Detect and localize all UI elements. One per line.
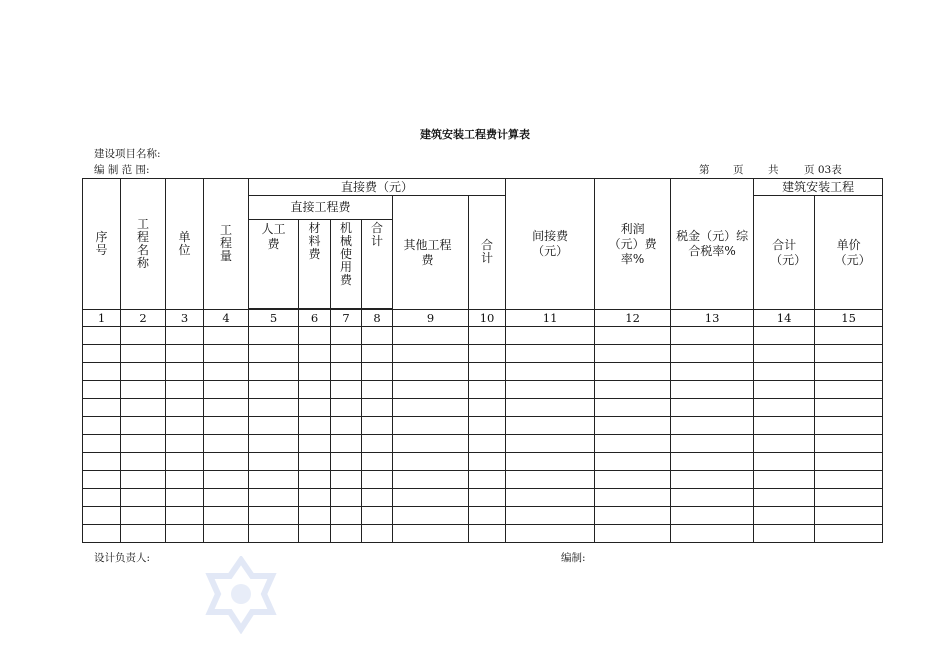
table-cell	[121, 327, 166, 345]
compiler-label: 编制:	[561, 552, 586, 564]
table-cell	[121, 417, 166, 435]
table-cell	[83, 453, 121, 471]
table-cell	[166, 345, 204, 363]
table-cell	[83, 471, 121, 489]
table-cell	[506, 489, 595, 507]
page-gong-label: 共	[768, 164, 779, 176]
column-number-cell: 6	[299, 310, 331, 327]
table-cell	[249, 345, 299, 363]
table-cell	[83, 435, 121, 453]
table-cell	[166, 489, 204, 507]
table-cell	[506, 345, 595, 363]
table-cell	[754, 363, 815, 381]
table-cell	[393, 381, 469, 399]
table-cell	[469, 489, 506, 507]
table-cell	[83, 327, 121, 345]
table-cell	[331, 345, 362, 363]
header-subtotal1: 合计	[362, 220, 393, 309]
table-cell	[469, 507, 506, 525]
table-cell	[204, 525, 249, 543]
table-cell	[166, 507, 204, 525]
table-cell	[754, 525, 815, 543]
table-cell	[362, 453, 393, 471]
table-cell	[331, 453, 362, 471]
table-row	[83, 507, 883, 525]
table-cell	[83, 381, 121, 399]
header-profit: 利润（元）费率%	[595, 179, 671, 310]
table-row	[83, 399, 883, 417]
table-cell	[469, 327, 506, 345]
table-cell	[204, 381, 249, 399]
table-row	[83, 345, 883, 363]
column-number-cell: 4	[204, 310, 249, 327]
header-other: 其他工程费	[393, 196, 469, 310]
table-cell	[362, 489, 393, 507]
table-cell	[671, 471, 754, 489]
table-cell	[393, 489, 469, 507]
table-cell	[393, 417, 469, 435]
table-cell	[249, 471, 299, 489]
table-cell	[331, 489, 362, 507]
table-cell	[506, 453, 595, 471]
page-total-label: 页 03表	[804, 164, 842, 176]
table-cell	[754, 489, 815, 507]
table-row	[83, 327, 883, 345]
header-material: 材料费	[299, 220, 331, 309]
table-cell	[469, 381, 506, 399]
column-number-cell: 10	[469, 310, 506, 327]
table-cell	[815, 345, 883, 363]
table-cell	[331, 399, 362, 417]
table-cell	[249, 327, 299, 345]
header-direct-eng-fee: 直接工程费	[249, 196, 393, 220]
table-cell	[506, 471, 595, 489]
table-row	[83, 435, 883, 453]
table-cell	[166, 525, 204, 543]
table-cell	[249, 381, 299, 399]
column-number-cell: 14	[754, 310, 815, 327]
table-cell	[393, 453, 469, 471]
table-cell	[393, 507, 469, 525]
column-number-cell: 7	[331, 310, 362, 327]
table-cell	[671, 381, 754, 399]
table-cell	[815, 489, 883, 507]
table-cell	[299, 435, 331, 453]
table-cell	[121, 489, 166, 507]
header-subtotal2: 合计	[469, 196, 506, 310]
table-cell	[299, 489, 331, 507]
table-row	[83, 453, 883, 471]
table-cell	[204, 363, 249, 381]
table-cell	[299, 327, 331, 345]
table-cell	[249, 399, 299, 417]
table-cell	[299, 399, 331, 417]
table-row	[83, 489, 883, 507]
table-cell	[671, 435, 754, 453]
scope-label: 编 制 范 围:	[94, 164, 150, 176]
table-cell	[506, 363, 595, 381]
header-total: 合计（元）	[754, 196, 815, 310]
column-number-row	[83, 310, 883, 327]
table-cell	[166, 399, 204, 417]
table-cell	[249, 363, 299, 381]
table-cell	[362, 525, 393, 543]
table-cell	[393, 399, 469, 417]
table-cell	[393, 363, 469, 381]
table-cell	[671, 363, 754, 381]
table-cell	[166, 327, 204, 345]
table-cell	[121, 381, 166, 399]
table-cell	[83, 525, 121, 543]
table-cell	[393, 327, 469, 345]
table-cell	[204, 327, 249, 345]
table-cell	[121, 453, 166, 471]
table-cell	[121, 507, 166, 525]
header-unit: 单位	[166, 179, 204, 310]
table-cell	[595, 507, 671, 525]
table-cell	[393, 525, 469, 543]
table-cell	[299, 525, 331, 543]
table-cell	[166, 471, 204, 489]
table-cell	[331, 471, 362, 489]
table-cell	[393, 471, 469, 489]
table-cell	[671, 399, 754, 417]
table-cell	[166, 363, 204, 381]
page-ye-label: 页	[733, 164, 744, 176]
table-cell	[83, 363, 121, 381]
table-cell	[362, 417, 393, 435]
watermark-logo-icon	[200, 556, 282, 634]
table-cell	[121, 525, 166, 543]
table-cell	[204, 417, 249, 435]
table-cell	[469, 453, 506, 471]
table-cell	[331, 327, 362, 345]
column-number-cell: 3	[166, 310, 204, 327]
table-cell	[299, 381, 331, 399]
table-row	[83, 381, 883, 399]
table-cell	[331, 381, 362, 399]
table-cell	[815, 399, 883, 417]
header-seq: 序号	[83, 179, 121, 310]
table-cell	[121, 363, 166, 381]
designer-label: 设计负责人:	[94, 552, 151, 564]
table-cell	[671, 345, 754, 363]
table-cell	[204, 507, 249, 525]
table-row	[83, 363, 883, 381]
table-cell	[506, 327, 595, 345]
table-cell	[362, 435, 393, 453]
table-cell	[331, 417, 362, 435]
table-cell	[754, 435, 815, 453]
table-cell	[595, 471, 671, 489]
table-cell	[121, 345, 166, 363]
table-cell	[815, 417, 883, 435]
table-cell	[362, 381, 393, 399]
table-cell	[506, 507, 595, 525]
table-cell	[331, 435, 362, 453]
table-cell	[506, 417, 595, 435]
table-cell	[83, 507, 121, 525]
table-cell	[595, 345, 671, 363]
table-cell	[299, 363, 331, 381]
table-cell	[331, 525, 362, 543]
page-di-label: 第	[699, 164, 710, 176]
table-row	[83, 471, 883, 489]
table-cell	[393, 345, 469, 363]
header-name: 工程名称	[121, 179, 166, 310]
table-cell	[249, 489, 299, 507]
table-cell	[815, 363, 883, 381]
table-cell	[121, 399, 166, 417]
table-cell	[83, 399, 121, 417]
table-cell	[815, 327, 883, 345]
table-cell	[393, 435, 469, 453]
table-cell	[249, 453, 299, 471]
table-cell	[815, 525, 883, 543]
table-cell	[815, 471, 883, 489]
table-cell	[815, 453, 883, 471]
header-build-install: 建筑安装工程	[754, 179, 883, 196]
table-cell	[299, 471, 331, 489]
table-cell	[121, 435, 166, 453]
header-tax: 税金（元）综合税率%	[671, 179, 754, 310]
table-cell	[595, 435, 671, 453]
table-cell	[595, 453, 671, 471]
header-labor: 人工费	[249, 220, 299, 309]
table-cell	[299, 417, 331, 435]
table-cell	[204, 453, 249, 471]
table-cell	[671, 327, 754, 345]
table-cell	[249, 525, 299, 543]
column-number-cell: 12	[595, 310, 671, 327]
table-cell	[754, 417, 815, 435]
table-cell	[815, 507, 883, 525]
column-number-cell: 9	[393, 310, 469, 327]
table-cell	[671, 453, 754, 471]
table-row	[83, 417, 883, 435]
table-cell	[815, 435, 883, 453]
column-number-cell: 1	[83, 310, 121, 327]
table-cell	[362, 507, 393, 525]
column-number-cell: 2	[121, 310, 166, 327]
table-cell	[299, 507, 331, 525]
header-indirect: 间接费（元）	[506, 179, 595, 310]
table-cell	[595, 525, 671, 543]
table-cell	[362, 327, 393, 345]
table-cell	[754, 345, 815, 363]
table-cell	[469, 345, 506, 363]
table-cell	[754, 399, 815, 417]
table-cell	[595, 327, 671, 345]
table-cell	[204, 471, 249, 489]
table-cell	[469, 471, 506, 489]
header-direct-fee: 直接费（元）	[249, 179, 506, 196]
table-cell	[671, 417, 754, 435]
table-cell	[249, 417, 299, 435]
column-number-cell: 5	[249, 310, 299, 327]
table-cell	[754, 381, 815, 399]
table-cell	[754, 471, 815, 489]
table-cell	[83, 417, 121, 435]
table-cell	[362, 363, 393, 381]
column-number-cell: 13	[671, 310, 754, 327]
page-title: 建筑安装工程费计算表	[420, 128, 530, 141]
table-cell	[204, 345, 249, 363]
table-cell	[166, 381, 204, 399]
table-cell	[299, 453, 331, 471]
table-cell	[469, 525, 506, 543]
table-cell	[362, 399, 393, 417]
table-cell	[469, 399, 506, 417]
table-cell	[671, 525, 754, 543]
table-cell	[754, 327, 815, 345]
table-cell	[595, 363, 671, 381]
table-cell	[595, 399, 671, 417]
table-cell	[249, 435, 299, 453]
table-cell	[204, 435, 249, 453]
table-cell	[595, 417, 671, 435]
table-cell	[671, 489, 754, 507]
table-cell	[754, 453, 815, 471]
fee-calculation-table	[82, 178, 883, 543]
table-cell	[506, 435, 595, 453]
table-cell	[815, 381, 883, 399]
table-cell	[469, 417, 506, 435]
column-number-cell: 11	[506, 310, 595, 327]
table-cell	[754, 507, 815, 525]
table-cell	[671, 507, 754, 525]
table-cell	[506, 381, 595, 399]
table-cell	[362, 345, 393, 363]
table-cell	[204, 399, 249, 417]
project-name-label: 建设项目名称:	[94, 148, 161, 160]
table-cell	[331, 363, 362, 381]
table-cell	[204, 489, 249, 507]
table-cell	[506, 525, 595, 543]
table-row	[83, 525, 883, 543]
table-cell	[362, 471, 393, 489]
table-cell	[469, 363, 506, 381]
table-cell	[249, 507, 299, 525]
table-cell	[166, 453, 204, 471]
table-cell	[166, 435, 204, 453]
table-cell	[299, 345, 331, 363]
header-unit-price: 单价（元）	[815, 196, 883, 310]
table-cell	[83, 489, 121, 507]
table-cell	[595, 381, 671, 399]
table-cell	[331, 507, 362, 525]
table-cell	[469, 435, 506, 453]
header-quantity: 工程量	[204, 179, 249, 310]
table-cell	[83, 345, 121, 363]
table-cell	[121, 471, 166, 489]
column-number-cell: 15	[815, 310, 883, 327]
header-machinery: 机械使用费	[331, 220, 362, 309]
table-cell	[506, 399, 595, 417]
table-cell	[166, 417, 204, 435]
table-cell	[595, 489, 671, 507]
column-number-cell: 8	[362, 310, 393, 327]
